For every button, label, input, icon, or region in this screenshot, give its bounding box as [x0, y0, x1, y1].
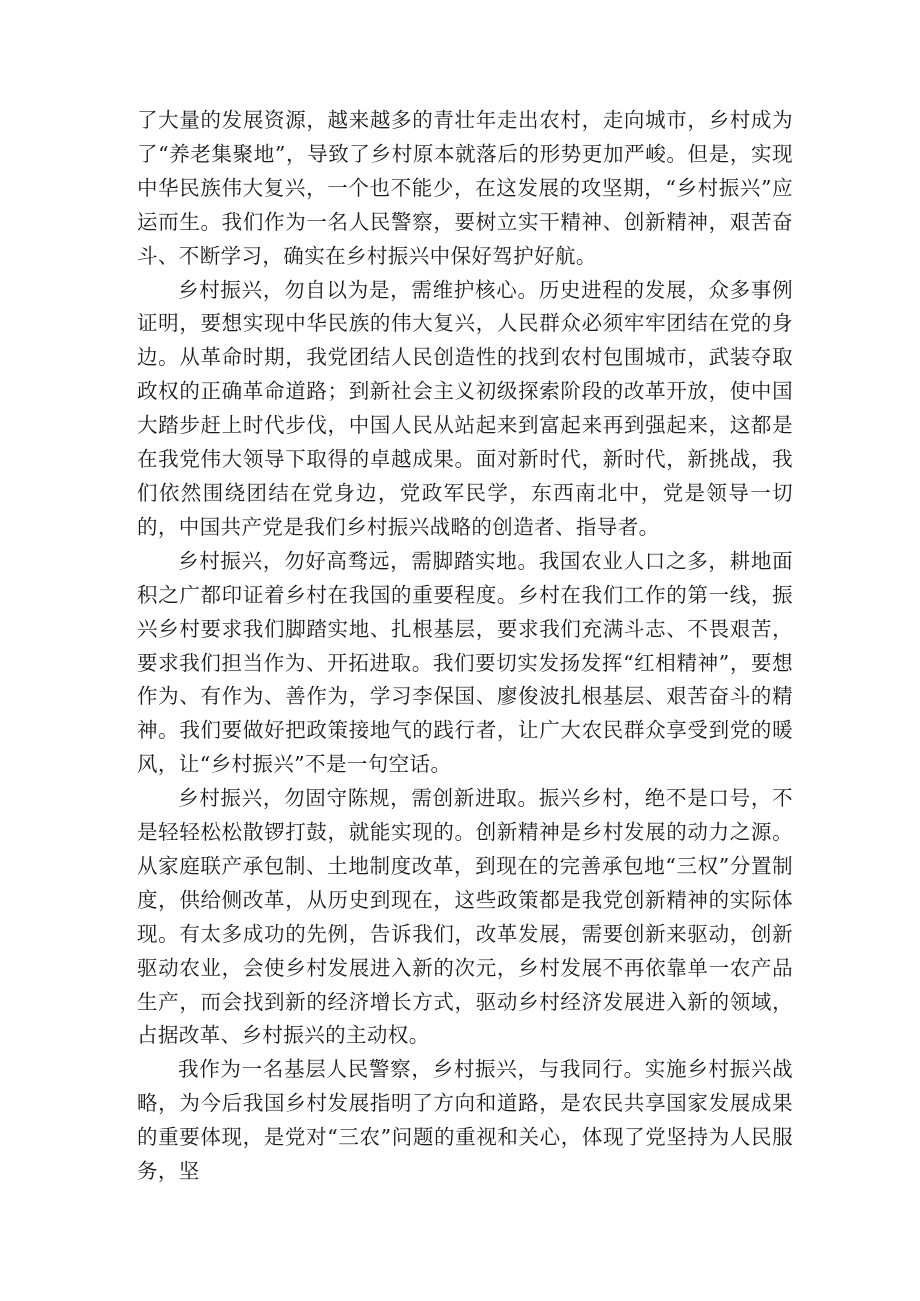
- paragraph-3: 乡村振兴，勿好高骛远，需脚踏实地。我国农业人口之多，耕地面积之广都印证着乡村在我国的重要程度。乡村在我们工作的第一线，振兴乡村要求我们脚踏实地、扎根基层，要求我们充满斗志、不畏艰苦，要求我们担当作为、开拓进取。我们要切实发扬发挥“红相精神”，要想作为、有作为、善作为，学习李保国、廖俊波扎根基层、艰苦奋斗的精神。我们要做好把政策接地气的践行者，让广大农民群众享受到党的暖风，让“乡村振兴”不是一句空话。: [137, 548, 793, 777]
- paragraph-2: 乡村振兴，勿自以为是，需维护核心。历史进程的发展，众多事例证明，要想实现中华民族的伟大复兴，人民群众必须牢牢团结在党的身边。从革命时期，我党团结人民创造性的找到农村包围城市，武装夺取政权的正确革命道路；到新社会主义初级探索阶段的改革开放，使中国大踏步赶上时代步伐，中国人民从站起来到富起来再到强起来，这都是在我党伟大领导下取得的卓越成果。面对新时代，新时代，新挑战，我们依然围绕团结在党身边，党政军民学，东西南北中，党是领导一切的，中国共产党是我们乡村振兴战略的创造者、指导者。: [137, 277, 793, 539]
- paragraph-4: 乡村振兴，勿固守陈规，需创新进取。振兴乡村，绝不是口号，不是轻轻松松散锣打鼓，就能实现的。创新精神是乡村发展的动力之源。从家庭联产承包制、土地制度改革，到现在的完善承包地“三权”分置制度，供给侧改革，从历史到现在，这些政策都是我党创新精神的实际体现。有太多成功的先例，告诉我们，改革发展，需要创新来驱动，创新驱动农业，会使乡村发展进入新的次元，乡村发展不再依靠单一农产品生产，而会找到新的经济增长方式，驱动乡村经济发展进入新的领域，占据改革、乡村振兴的主动权。: [137, 786, 793, 1048]
- paragraph-5: 我作为一名基层人民警察，乡村振兴，与我同行。实施乡村振兴战略，为今后我国乡村发展指明了方向和道路，是农民共享国家发展成果的重要体现，是党对“三农”问题的重视和关心，体现了党坚持为人民服务，坚: [137, 1057, 793, 1184]
- document-body: [137, 104, 793, 1189]
- paragraph-1: 了大量的发展资源，越来越多的青壮年走出农村，走向城市，乡村成为了“养老集聚地”，导致了乡村原本就落后的形势更加严峻。但是，实现中华民族伟大复兴，一个也不能少，在这发展的攻坚期，“乡村振兴”应运而生。我们作为一名人民警察，要树立实干精神、创新精神，艰苦奋斗、不断学习，确实在乡村振兴中保好驾护好航。: [137, 108, 793, 268]
